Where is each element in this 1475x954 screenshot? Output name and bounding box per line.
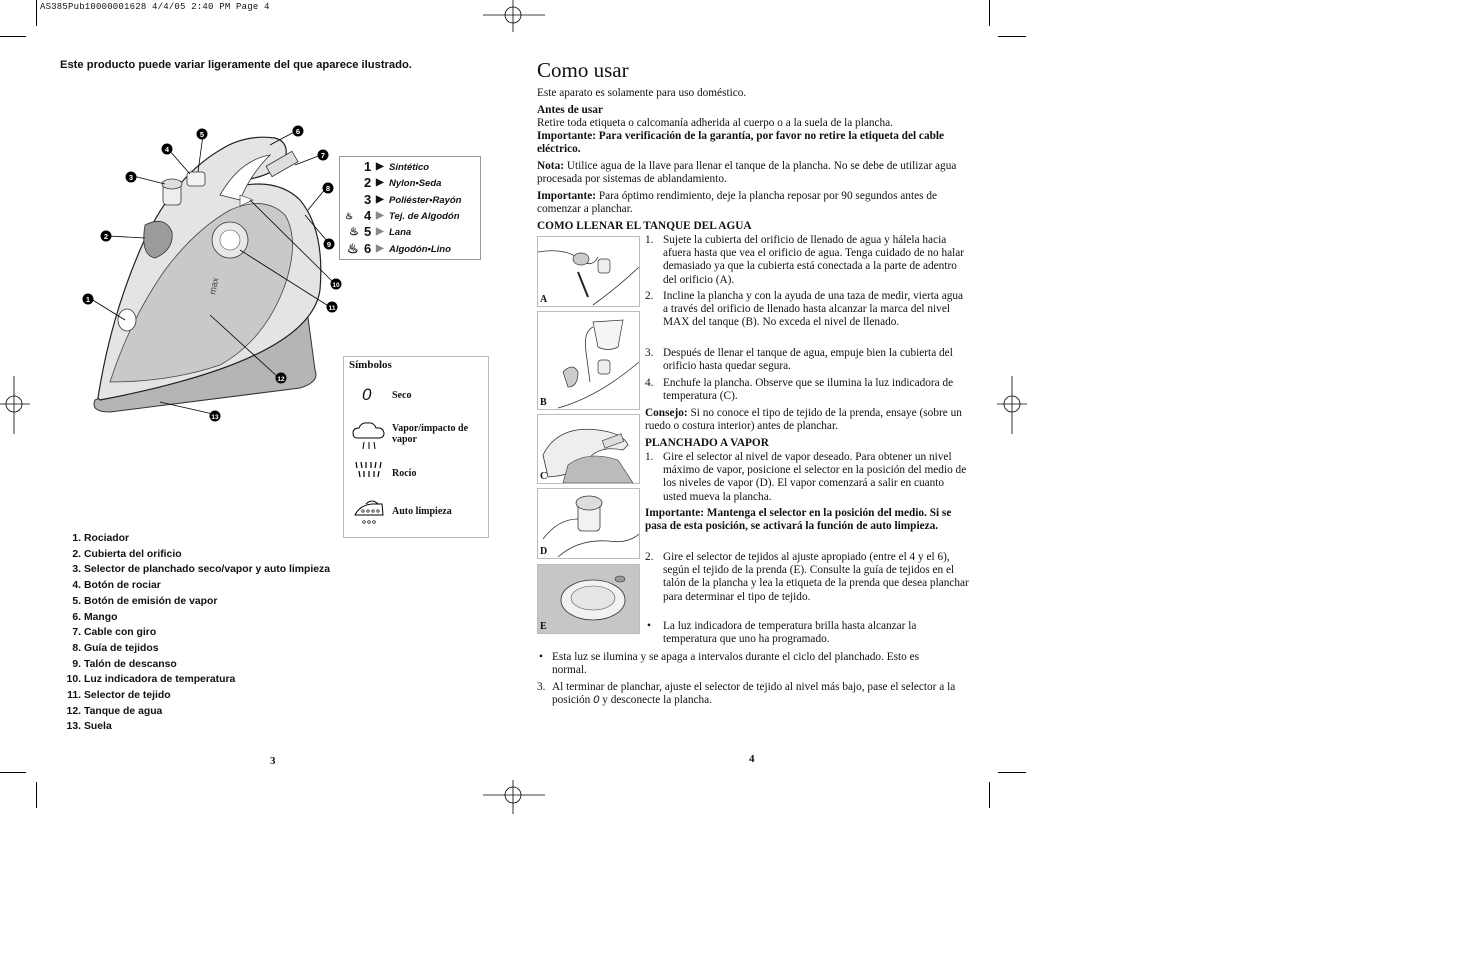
important-rest-paragraph: Importante: Para óptimo rendimiento, deje la plancha reposar por 90 segundos antes de comenzar a planchar. — [537, 190, 937, 216]
symbols-title: Símbolos — [349, 359, 392, 371]
svg-text:2: 2 — [103, 232, 109, 241]
symbol-label-dry: Seco — [392, 390, 412, 401]
list-item: 9. Talón de descanso — [72, 658, 177, 670]
figure-c: C — [537, 414, 640, 484]
fabric-guide-legend: 1 ▶ Sintético 2 ▶ Nylon•Seda 3 ▶ Poliéster•Rayón ♨ 4 ▶ Tej. de Algodón ♨ 5 ▶ Lana ♨ 6 ▶ Algodón•Lino — [339, 156, 481, 260]
spray-icon — [352, 460, 386, 480]
symbol-label-steam: Vapor/impacto de vapor — [392, 423, 469, 445]
list-item: 2. Cubierta del orificio — [72, 548, 182, 560]
bullet-temperature-light: • La luz indicadora de temperatura brilla hasta alcanzar la temperatura que uno ha programado. — [647, 620, 917, 646]
svg-text:7: 7 — [320, 151, 326, 160]
list-item: 4. Botón de rociar — [72, 580, 161, 592]
svg-text:6: 6 — [295, 127, 301, 136]
steam-small-icon: ♨ — [345, 211, 354, 221]
list-item: 10. Luz indicadora de temperatura — [66, 674, 236, 686]
svg-text:8: 8 — [325, 184, 331, 193]
list-item: 1. Rociador — [72, 533, 130, 544]
dry-symbol-icon: 0 — [362, 385, 372, 404]
before-use-text: Retire toda etiqueta o calcomanía adherida al cuerpo o a la suela de la plancha. — [537, 117, 893, 129]
final-step: 3. Al terminar de planchar, ajuste el selector de tejido al nivel más bajo, pase el selector a la posición 0 y desconecte la plancha. — [537, 681, 956, 707]
steam-step-2: 2. Gire el selector de tejidos al ajuste apropiado (entre el 4 y el 6), según el tejido de la prenda (E). Consulte la guía de tejidos en el talón de la plancha y lea la etiqueta de la prenda que desea planchar para determinar el tipo de tejido. — [645, 551, 969, 603]
list-item: 4. Enchufe la plancha. Observe que se ilumina la luz indicadora de temperatura (C). — [645, 377, 954, 403]
registration-mark-top — [483, 0, 545, 32]
list-item: 6. Mango — [72, 611, 118, 623]
list-item: 8. Guía de tejidos — [72, 642, 159, 654]
svg-text:1: 1 — [85, 295, 91, 304]
before-use-heading: Antes de usar — [537, 104, 603, 116]
registration-mark-right — [997, 376, 1027, 434]
important-self-clean: Importante: Mantenga el selector en la posición del medio. Si se pasa de esta posición, se activará la función de auto limpieza. — [645, 507, 952, 533]
list-item: 5. Botón de emisión de vapor — [72, 595, 218, 607]
note-paragraph: Nota: Utilice agua de la llave para llenar el tanque de la plancha. No se debe de utilizar agua procesada por sistemas de ablandamiento. — [537, 160, 957, 186]
fill-tank-heading: COMO LLENAR EL TANQUE DEL AGUA — [537, 220, 752, 232]
max-mark: max — [207, 276, 221, 296]
print-header: AS385Pub10000001628 4/4/05 2:40 PM Page 4 — [40, 2, 270, 12]
steam-medium-icon: ♨ — [349, 226, 359, 238]
list-item: 2. Incline la plancha y con la ayuda de una taza de medir, vierta agua a través del orificio de llenado hasta alcanzar la marca del nivel MAX del tanque (B). No exceda el nivel de llenado. — [645, 290, 964, 329]
steam-large-icon: ♨ — [347, 241, 359, 256]
steam-selector-illustration — [538, 489, 639, 558]
fabric-dial-illustration — [538, 565, 639, 633]
symbol-label-spray: Rocío — [392, 468, 417, 479]
self-clean-icon — [352, 500, 386, 528]
registration-mark-left — [0, 376, 30, 434]
iron-illustration — [70, 120, 360, 430]
svg-text:13: 13 — [211, 414, 219, 421]
list-item: 1. Sujete la cubierta del orificio de llenado de agua y hálela hacia afuera hasta que vea el orificio de agua. Tenga cuidado de no halar demasiado ya que la cubierta está conectada a la parte de adentro del orificio (A). — [645, 234, 965, 286]
intro-text: Este aparato es solamente para uso doméstico. — [537, 87, 747, 99]
list-item: 12. Tanque de agua — [66, 705, 163, 717]
bullet-light-cycle: • Esta luz se ilumina y se apaga a intervalos durante el ciclo del planchado. Esto es normal. — [539, 651, 920, 677]
svg-text:5: 5 — [199, 130, 205, 139]
list-item: 7. Cable con giro — [72, 627, 157, 639]
symbols-box — [343, 356, 489, 538]
fill-cover-illustration — [538, 237, 639, 306]
list-item: 11. Selector de tejido — [67, 690, 171, 702]
list-item: 3. Después de llenar el tanque de agua, empuje bien la cubierta del orificio hasta quedar segura. — [645, 347, 953, 373]
steam-cloud-icon — [352, 421, 386, 451]
svg-text:3: 3 — [128, 173, 134, 182]
steam-ironing-heading: PLANCHADO A VAPOR — [645, 437, 769, 449]
symbol-label-self-clean: Auto limpieza — [392, 506, 452, 517]
figure-e: E — [537, 564, 640, 634]
figure-b: B — [537, 311, 640, 410]
list-item: 13. Suela — [66, 721, 112, 733]
page-number-left: 3 — [270, 755, 276, 767]
pour-water-illustration — [538, 312, 639, 409]
fill-steps-list — [645, 234, 970, 407]
disclaimer: Este producto puede variar ligeramente del que aparece ilustrado. — [60, 59, 412, 71]
steam-step-1: 1. Gire el selector al nivel de vapor deseado. Para obtener un nivel máximo de vapor, posicione el selector en la posición del medio de los niveles de vapor (D). El vapor comenzará a salir en cuanto usted mueva la plancha. — [645, 451, 967, 503]
registration-mark-bottom — [483, 780, 545, 814]
parts-list — [60, 531, 330, 735]
dry-symbol-inline: 0 — [593, 694, 600, 707]
list-item: 3. Selector de planchado seco/vapor y auto limpieza — [72, 564, 330, 576]
indicator-light-illustration — [538, 415, 639, 483]
page-number-right: 4 — [749, 753, 755, 765]
svg-text:12: 12 — [277, 376, 285, 383]
svg-text:9: 9 — [326, 240, 332, 249]
important-warranty: Importante: Para verificación de la garantía, por favor no retire la etiqueta del cable eléctrico. — [537, 130, 945, 156]
page-title: Como usar — [537, 58, 629, 82]
tip-paragraph: Consejo: Si no conoce el tipo de tejido de la prenda, ensaye (sobre un ruedo o costura interior) antes de planchar. — [645, 407, 962, 433]
figure-d: D — [537, 488, 640, 559]
svg-text:10: 10 — [332, 282, 340, 289]
svg-text:11: 11 — [328, 305, 336, 312]
svg-text:4: 4 — [164, 145, 170, 154]
figure-a: A — [537, 236, 640, 307]
